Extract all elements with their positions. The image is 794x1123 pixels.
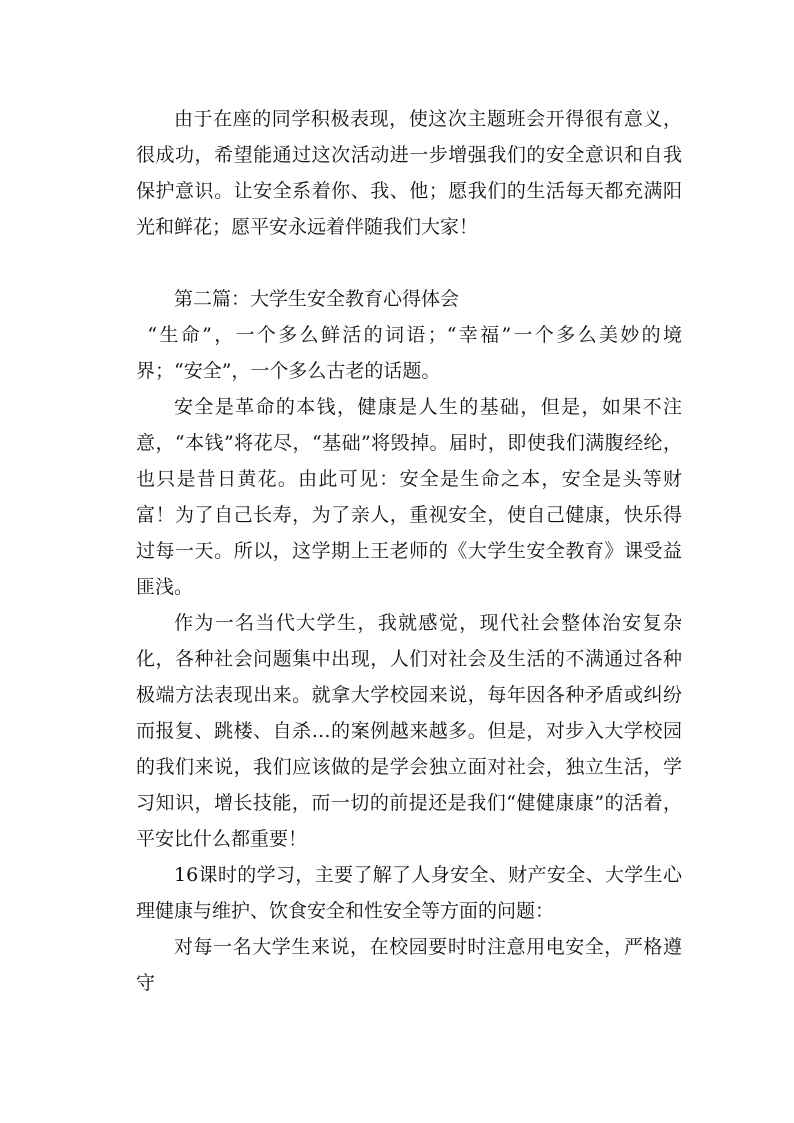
paragraph-1: “生命”，一个多么鲜活的词语；“幸福”一个多么美妙的境界；“安全”，一个多么古老的话题。: [136, 324, 682, 382]
paragraph-intro: 由于在座的同学积极表现，使这次主题班会开得很有意义，很成功，希望能通过这次活动进一步增强我们的安全意识和自我保护意识。让安全系着你、我、他；愿我们的生活每天都充满阳光和鲜花；愿平安永远着伴随我们大家！: [136, 108, 682, 238]
section-spacer: [136, 245, 682, 281]
paragraph-2: 安全是革命的本钱，健康是人生的基础，但是，如果不注意，“本钱”将花尽，“基础”将毁掉。届时，即使我们满腹经纶，也只是昔日黄花。由此可见：安全是生命之本，安全是头等财富！为了自己长寿，为了亲人，重视安全，使自己健康，快乐得过每一天。所以，这学期上王老师的《大学生安全教育》课受益匪浅。: [136, 396, 682, 598]
document-body: [136, 101, 682, 1001]
paragraph-3: 作为一名当代大学生，我就感觉，现代社会整体治安复杂化，各种社会问题集中出现，人们对社会及生活的不满通过各种极端方法表现出来。就拿大学校园来说，每年因各种矛盾或纠纷而报复、跳楼、自杀…的案例越来越多。但是，对步入大学校园的我们来说，我们应该做的是学会独立面对社会，独立生活，学习知识，增长技能，而一切的前提还是我们“健健康康”的活着，平安比什么都重要！: [136, 612, 682, 850]
section-title: 第二篇：大学生安全教育心得体会: [174, 288, 460, 310]
paragraph-4: 16课时的学习，主要了解了人身安全、财产安全、大学生心理健康与维护、饮食安全和性安全等方面的问题：: [136, 864, 682, 922]
paragraph-5: 对每一名大学生来说，在校园要时时注意用电安全，严格遵守: [136, 936, 682, 994]
